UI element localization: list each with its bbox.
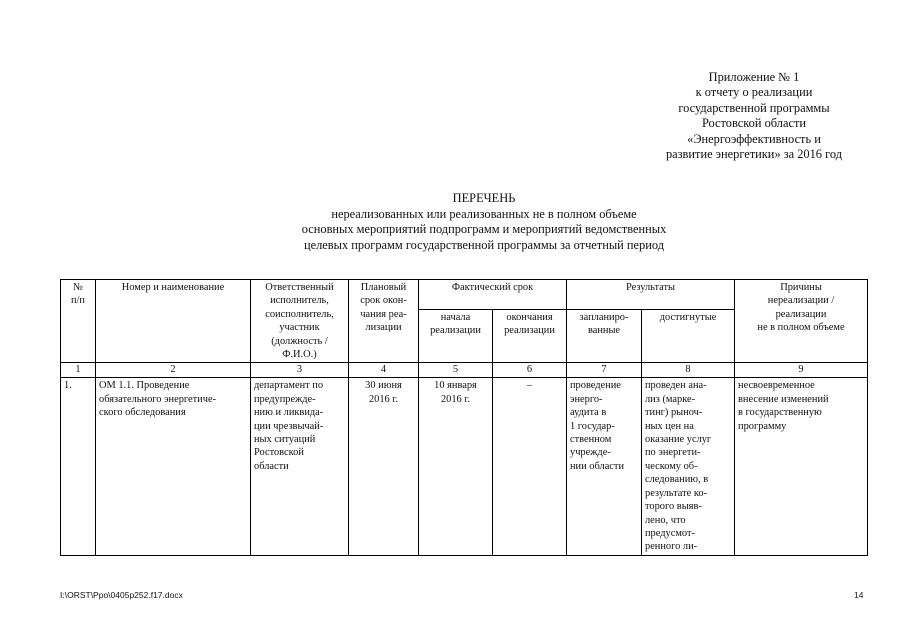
row-planned-end: 30 июня 2016 г. bbox=[349, 378, 419, 555]
column-number: 6 bbox=[493, 363, 567, 378]
header-planned-result: запланиро- ванные bbox=[567, 309, 642, 363]
header-name: Номер и наименование bbox=[96, 280, 251, 363]
column-number: 1 bbox=[61, 363, 96, 378]
row-executor: департамент по предупрежде- нию и ликвида- ции чрезвычай- ных ситуаций Ростовской области bbox=[251, 378, 349, 555]
annex-line: Приложение № 1 bbox=[708, 70, 800, 84]
column-number-row bbox=[61, 363, 868, 378]
row-name: ОМ 1.1. Проведение обязательного энергетиче- ского обследования bbox=[96, 378, 251, 555]
row-planned-result: проведение энерго- аудита в 1 государ- ственном учрежде- нии области bbox=[567, 378, 642, 555]
annex-line: развитие энергетики» за 2016 год bbox=[665, 147, 843, 162]
row-reason: несвоевременное внесение изменений в государственную программу bbox=[735, 378, 868, 555]
annex-line: к отчету о реализации bbox=[695, 85, 813, 100]
header-actual-end: окончания реализации bbox=[493, 309, 567, 363]
document-title bbox=[140, 191, 828, 253]
annex-line: «Энергоэффективность и bbox=[687, 131, 821, 146]
title-heading: ПЕРЕЧЕНЬ bbox=[452, 191, 516, 205]
title-line: основных мероприятий подпрограмм и мероприятий ведомственных bbox=[301, 222, 667, 237]
footer-file-path: I:\ORST\Ppo\0405p252.f17.docx bbox=[60, 590, 183, 600]
header-planned-end: Плановый срок окон- чания реа- лизации bbox=[349, 280, 419, 363]
header-actual-term: Фактический срок bbox=[419, 280, 567, 310]
report-table bbox=[60, 279, 868, 556]
header-number: № п/п bbox=[61, 280, 96, 363]
row-achieved-result: проведен ана- лиз (марке- тинг) рыноч- ных цен на оказание услуг по энергети- ческому об- следованию, в результате ко- торого выяв- лено, что предусмот- ренного ли- bbox=[642, 378, 735, 555]
annex-caption bbox=[620, 70, 888, 162]
table-row bbox=[61, 378, 868, 555]
header-actual-start: начала реализации bbox=[419, 309, 493, 363]
header-reasons: Причины нереализации / реализации не в полном объеме bbox=[735, 280, 868, 363]
title-line: нереализованных или реализованных не в полном объеме bbox=[331, 206, 637, 221]
annex-line: государственной программы bbox=[678, 100, 830, 115]
column-number: 9 bbox=[735, 363, 868, 378]
row-number: 1. bbox=[61, 378, 96, 555]
column-number: 7 bbox=[567, 363, 642, 378]
annex-line: Ростовской области bbox=[701, 116, 807, 131]
column-number: 8 bbox=[642, 363, 735, 378]
header-achieved-result: достигнутые bbox=[642, 309, 735, 363]
column-number: 3 bbox=[251, 363, 349, 378]
row-actual-start: 10 января 2016 г. bbox=[419, 378, 493, 555]
column-number: 4 bbox=[349, 363, 419, 378]
row-actual-end: – bbox=[493, 378, 567, 555]
header-executor: Ответственный исполнитель, соисполнитель, участник (должность / Ф.И.О.) bbox=[251, 280, 349, 363]
column-number: 5 bbox=[419, 363, 493, 378]
footer-page-number: 14 bbox=[854, 590, 864, 600]
header-results: Результаты bbox=[567, 280, 735, 310]
title-line: целевых программ государственной программы за отчетный период bbox=[303, 237, 665, 252]
column-number: 2 bbox=[96, 363, 251, 378]
